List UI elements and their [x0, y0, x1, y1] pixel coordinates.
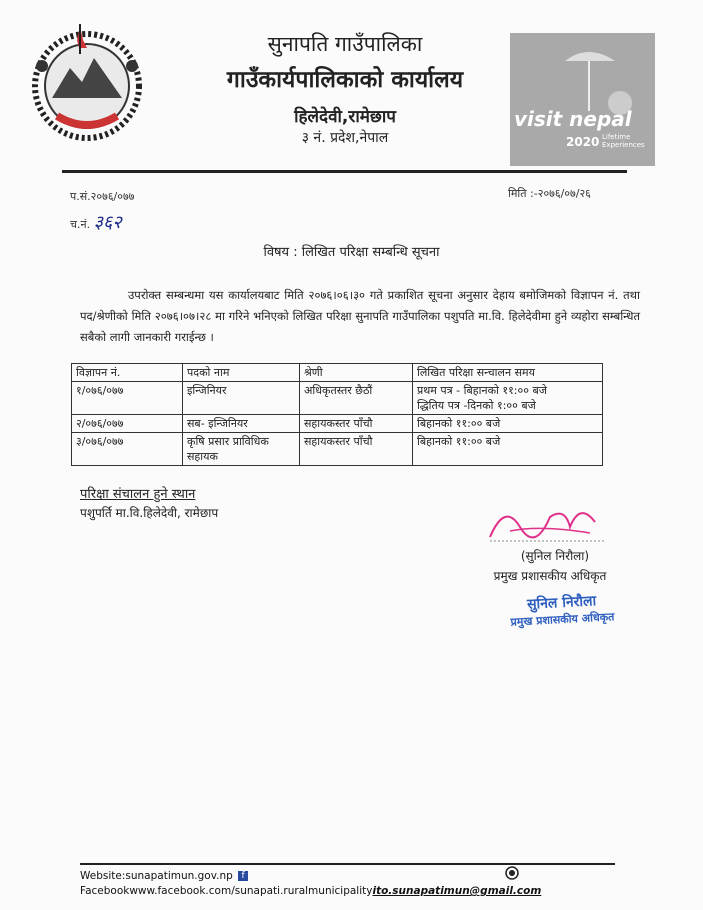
cell-time: [413, 382, 603, 415]
table-header-row: [72, 364, 603, 382]
officer-name: (सुनिल निरौला): [520, 549, 590, 563]
cell-time: बिहानको ११:०० बजे: [413, 415, 603, 433]
office-location: हिलेदेवी,रामेछाप: [294, 107, 396, 127]
cell-level: अधिकृतस्तर छैठौं: [300, 382, 413, 415]
exam-schedule-table: [71, 363, 603, 466]
cell-post: सब- इन्जिनियर: [183, 415, 300, 433]
facebook-icon: f: [238, 871, 248, 881]
header-ad-no: विज्ञापन नं.: [72, 364, 183, 382]
cell-level: सहायकस्तर पाँचौ: [300, 433, 413, 466]
header-time: लिखित परिक्षा सन्चालन समय: [413, 364, 603, 382]
dispatch-value: ३६२: [93, 212, 122, 233]
footer-contact: [80, 885, 541, 897]
cell-ad-no: ३/०७६/०७७: [72, 433, 183, 466]
footer-divider: [80, 863, 615, 865]
table-row: [72, 382, 603, 415]
table-row: [72, 415, 603, 433]
cell-ad-no: २/०७६/०७७: [72, 415, 183, 433]
officer-title: प्रमुख प्रशासकीय अधिकृत: [493, 569, 607, 583]
visit-nepal-year: 2020: [566, 135, 600, 149]
cell-time-line2: द्धितिय पत्र -दिनको १:०० बजे: [417, 399, 536, 412]
notice-body-text: उपरोक्त सम्बन्धमा यस कार्यालयबाट मिति २०७६।०६।३० गते प्रकाशित सूचना अनुसार देहाय बमोजिमको विज्ञापन नं. तथा पद/श्रेणीको मिति २०७६।०७।२८ मा गरिने भनिएको लिखित परिक्षा सुनापति गाउँपालिका पशुपति मा.वि. हिलेदेवीमा हुने व्यहोरा सम्बन्धित सबैको लागी जानकारी गराईन्छ ।: [80, 288, 640, 344]
table-row: [72, 433, 603, 466]
visit-nepal-brand: visit nepal: [514, 107, 632, 131]
reference-number: प.सं.२०७६/०७७: [70, 190, 135, 203]
venue-place: पशुपर्ति मा.वि.हिलेदेवी, रामेछाप: [80, 506, 219, 520]
cell-post: इन्जिनियर: [183, 382, 300, 415]
emblem-small-icon: [505, 866, 519, 880]
stamp-title: प्रमुख प्रशासकीय अधिकृत: [510, 610, 615, 629]
cell-level: सहायकस्तर पाँचौ: [300, 415, 413, 433]
notice-body: [80, 285, 640, 348]
visit-nepal-tagline: Lifetime Experiences: [602, 133, 645, 149]
nepal-emblem-icon: [22, 18, 152, 148]
footer-website: [80, 870, 248, 882]
stamp-name: सुनिल निरौला: [526, 593, 597, 613]
municipality-name: सुनापति गाउँपालिका: [267, 32, 423, 56]
header-divider: [62, 170, 627, 173]
website-text: Website:sunapatimun.gov.np: [80, 870, 233, 882]
facebook-url: Facebookwww.facebook.com/sunapati.ruralmunicipality: [80, 885, 373, 897]
letter-date: मिति :-२०७६/०७/२६: [508, 187, 591, 200]
cell-time-line1: प्रथम पत्र - बिहानको ११:०० बजे: [417, 384, 547, 397]
email-link[interactable]: ito.sunapatimun@gmail.com: [372, 885, 542, 897]
cell-ad-no: १/०७६/०७७: [72, 382, 183, 415]
dispatch-label: च.नं.: [70, 218, 91, 231]
dispatch-number: [70, 210, 122, 234]
header-level: श्रेणी: [300, 364, 413, 382]
cell-time: बिहानको ११:०० बजे: [413, 433, 603, 466]
officer-stamp: [491, 589, 633, 630]
office-name: गाउँकार्यपालिकाको कार्यालय: [226, 67, 464, 93]
cell-post: कृषि प्रसार प्राविधिक सहायक: [183, 433, 300, 466]
signature-icon: [470, 497, 610, 545]
visit-nepal-logo: [510, 33, 655, 166]
header-post: पदको नाम: [183, 364, 300, 382]
venue-heading: परिक्षा संचालन हुने स्थान: [80, 487, 196, 502]
subject-line: विषय : लिखित परिक्षा सम्बन्धि सूचना: [263, 245, 440, 260]
province-name: ३ नं. प्रदेश,नेपाल: [301, 130, 389, 146]
